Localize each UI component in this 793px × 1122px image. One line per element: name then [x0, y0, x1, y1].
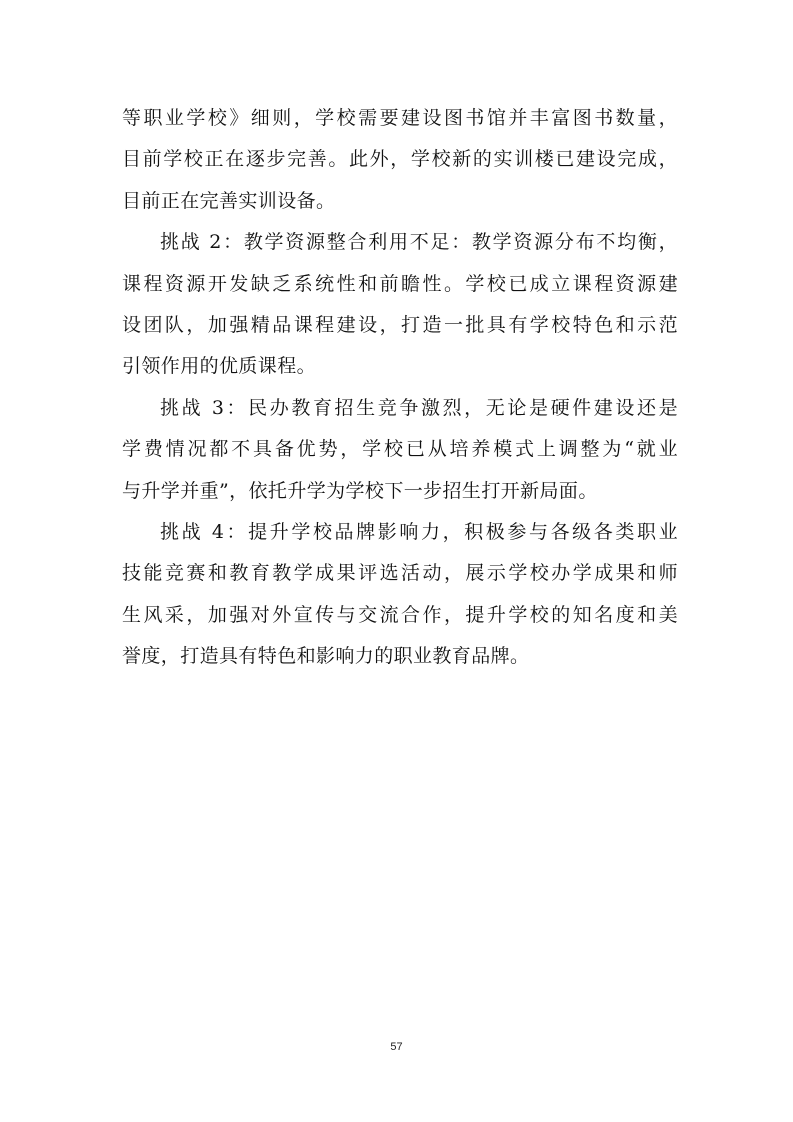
text-line: 引领作用的优质课程。: [122, 355, 317, 378]
paragraph-challenge-2-first-line: 挑战 2：教学资源整合利用不足：教学资源分布不均衡，: [160, 231, 678, 254]
paragraph-challenge-3-first-line: 挑战 3：民办教育招生竞争激烈，无论是硬件建设还是: [160, 396, 678, 419]
text-line: 课程资源开发缺乏系统性和前瞻性。学校已成立课程资源建: [122, 272, 678, 295]
text-line: 设团队，加强精品课程建设，打造一批具有学校特色和示范: [122, 313, 678, 336]
text-line: 学费情况都不具备优势，学校已从培养模式上调整为“就业: [122, 438, 678, 461]
page-number: 57: [390, 1041, 403, 1053]
text-line: 目前正在完善实训设备。: [122, 189, 336, 212]
text-line: 誉度，打造具有特色和影响力的职业教育品牌。: [122, 645, 530, 668]
text-line: 等职业学校》细则，学校需要建设图书馆并丰富图书数量，: [122, 107, 678, 129]
text-line: 生风采，加强对外宣传与交流合作，提升学校的知名度和美: [122, 603, 678, 626]
paragraph-challenge-4-first-line: 挑战 4：提升学校品牌影响力，积极参与各级各类职业: [160, 520, 678, 543]
body-text: [122, 98, 678, 677]
text-line: 与升学并重”，依托升学为学校下一步招生打开新局面。: [122, 479, 598, 502]
text-line: 技能竞赛和教育教学成果评选活动，展示学校办学成果和师: [122, 562, 678, 585]
text-line: 目前学校正在逐步完善。此外，学校新的实训楼已建设完成，: [122, 148, 678, 171]
